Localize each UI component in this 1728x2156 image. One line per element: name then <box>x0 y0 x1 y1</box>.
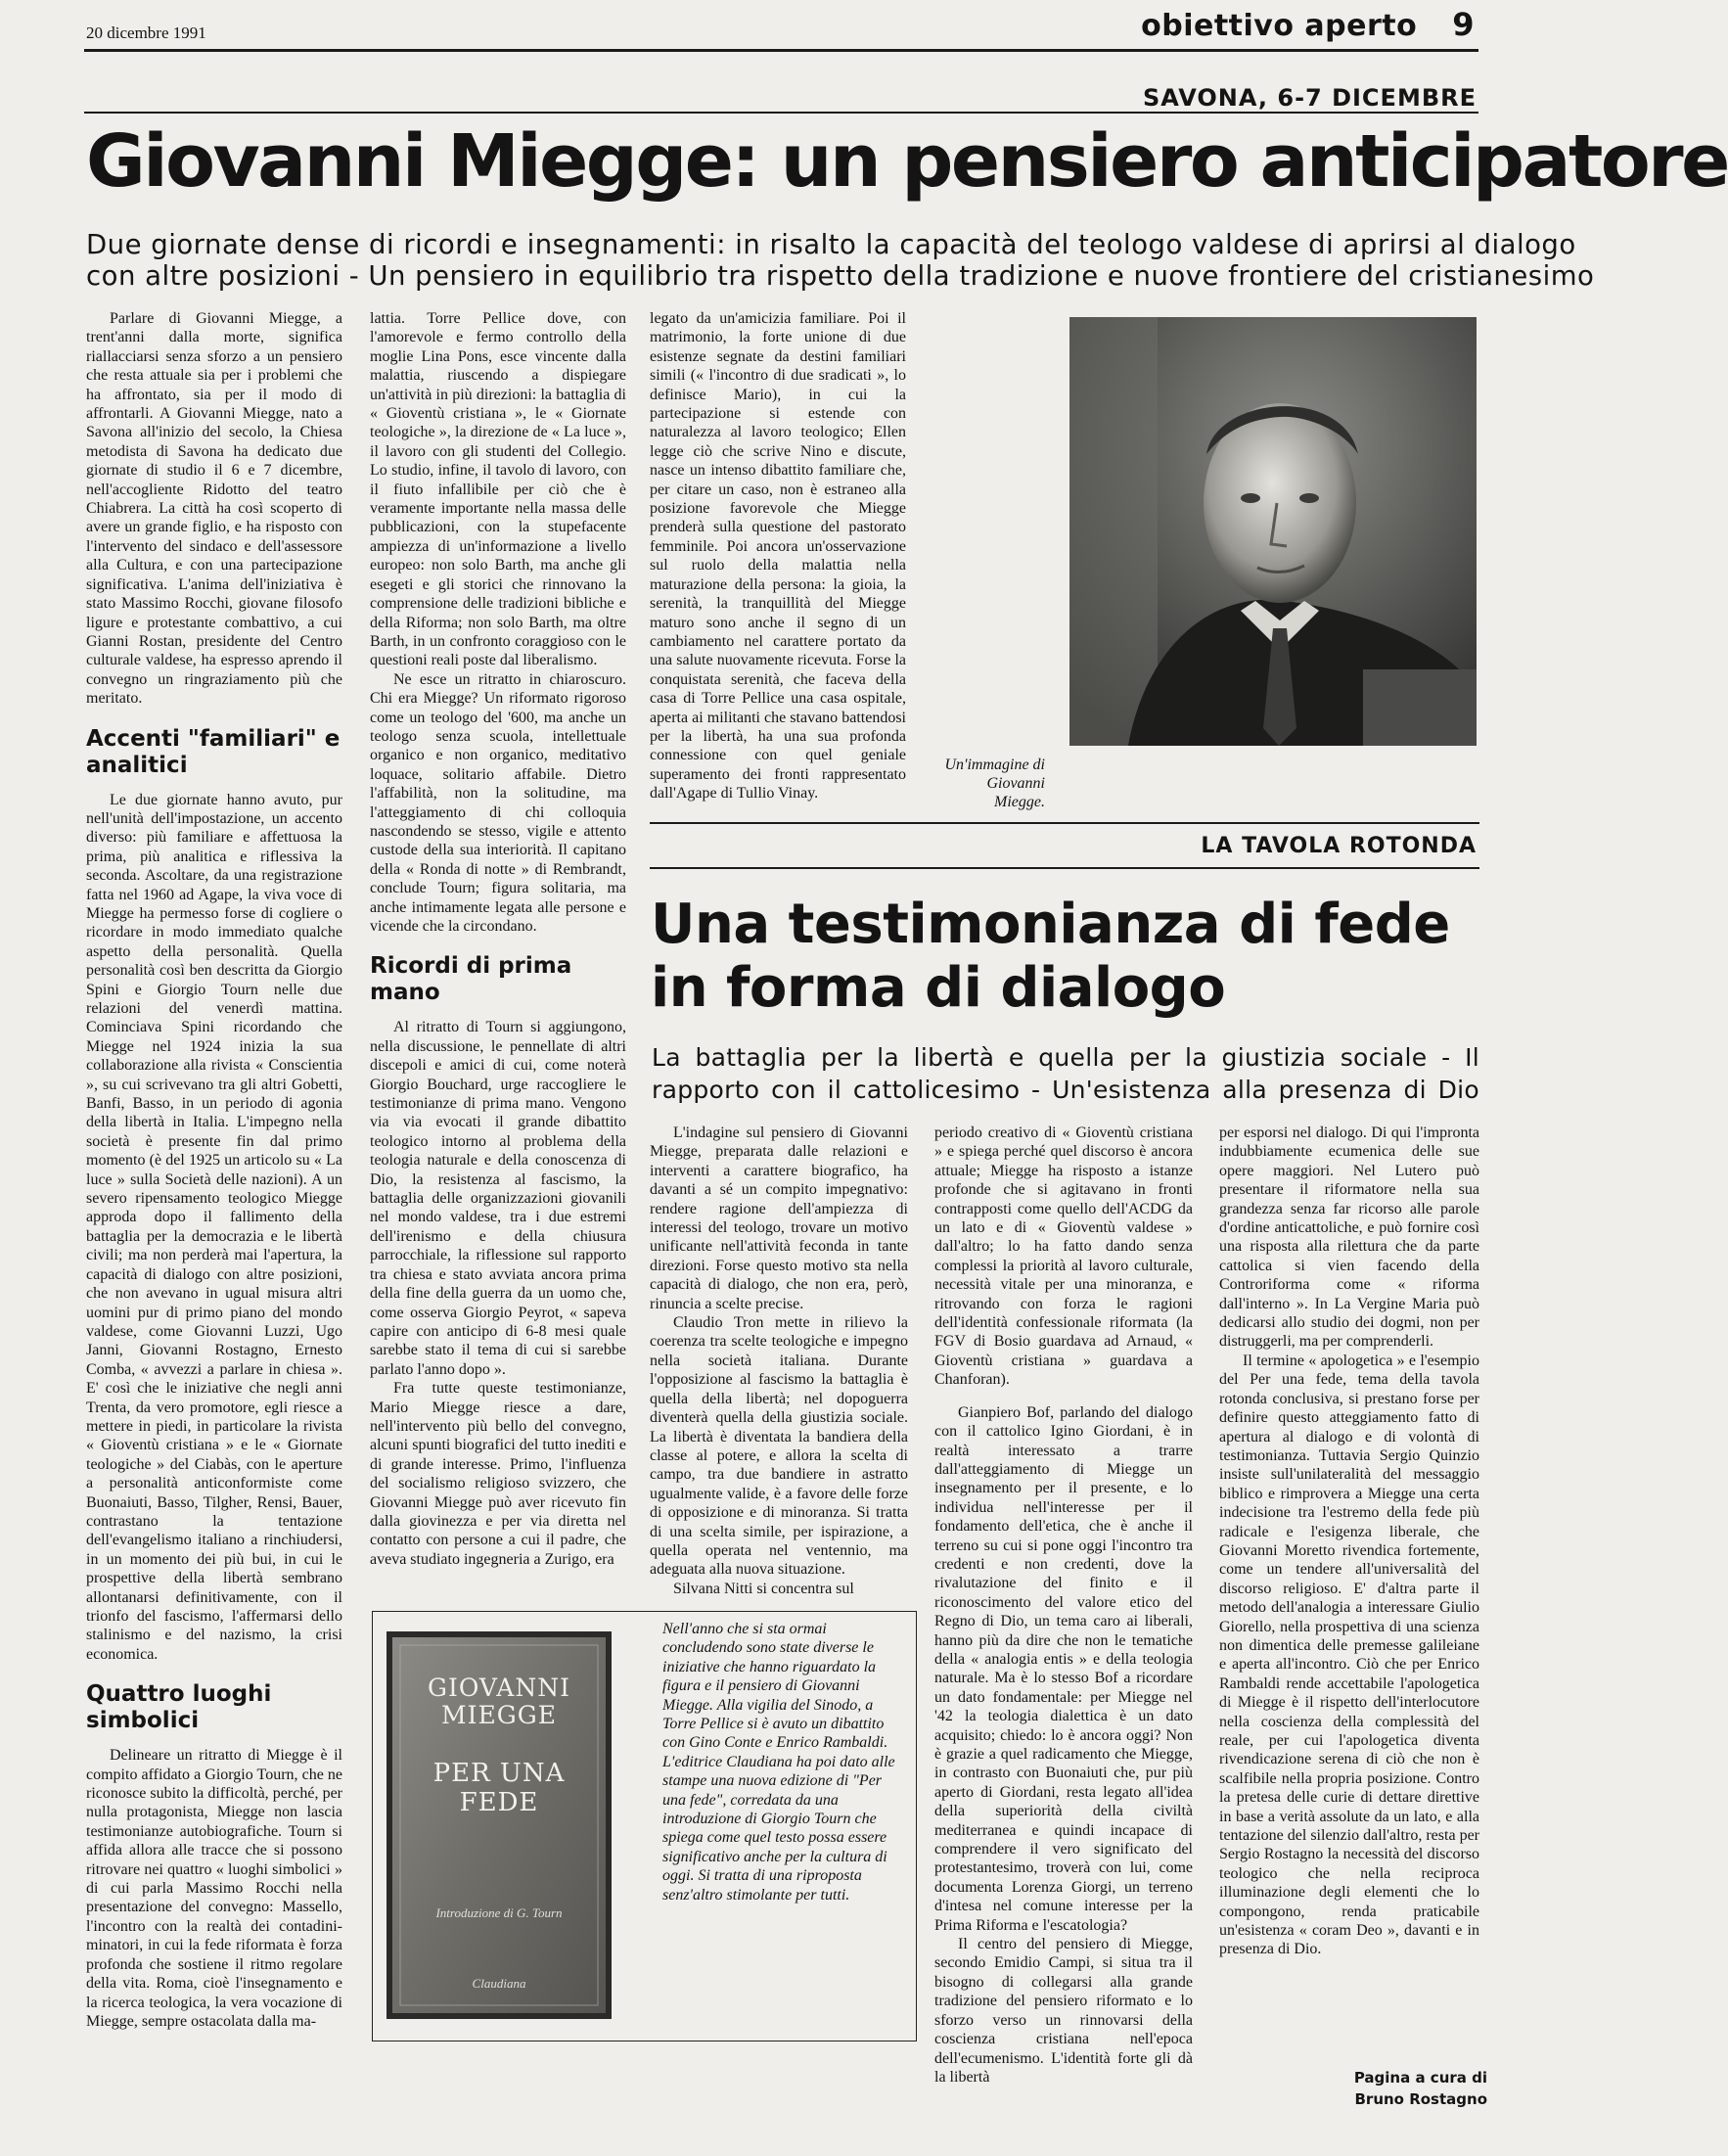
portrait-photo <box>1069 317 1477 746</box>
newspaper-name: obiettivo aperto <box>1141 9 1418 43</box>
second-headline-line-1: Una testimonianza di fede <box>651 893 1450 956</box>
second-headline-line-2: in forma di dialogo <box>651 956 1226 1020</box>
second-cola-para-3: Silvana Nitti si concentra sul <box>673 1580 854 1597</box>
second-column-2 <box>934 1124 1193 2137</box>
subheading-quattro-luoghi: Quattro luoghi simbolici <box>86 1681 272 1734</box>
second-colc-para-1: per esporsi nel dialogo. Di qui l'impronta indubbiamente ecumenica delle sue opere maggiori. Nel Lutero può presentare il riformatore nella sua grandezza senza far ricorso alle parole d'ordine anticattoliche, e può fornire così una risposta alla rilettura che da parte cattolica si vien facendo della Controriforma come « riforma dall'interno ». In La Vergine Maria può dedicarsi allo studio dei dogmi, non per distruggerli, ma per comprenderli. <box>1219 1124 1479 1351</box>
main-col2-para-1: lattia. Torre Pellice dove, con l'amorevole e fermo controllo della moglie Lina Pons, esce vincente dalla malattia, riuscendo a dispiegare un'attività in più direzioni: la battaglia di « Gioventù cristiana », le « Giornate teologiche », la direzione de « La luce », il lavoro con gli studenti del Collegio. Lo studio, infine, il tavolo di lavoro, con il fiuto infallibile per ciò che è veramente importante nella massa delle pubblicazioni, con la stupefacente ampiezza di un'informazione a livello europeo: non solo Barth, ma anche gli esegeti e gli storici che rinnovano la comprensione delle tradizioni bibliche e della Riforma; non solo Barth, ma oltre Barth, in un confronto coraggioso con le questioni reali poste dal liberalismo. <box>370 310 626 669</box>
main-column-3 <box>650 309 906 808</box>
subheading-ricordi: Ricordi di prima mano <box>370 953 572 1006</box>
kicker-rule <box>84 112 1478 114</box>
main-column-1 <box>86 309 342 2135</box>
cover-author <box>387 1674 612 1729</box>
section-rule <box>650 822 1479 824</box>
main-col2-para-2: Ne esce un ritratto in chiaroscuro. Chi era Miegge? Un riformato rigoroso come un teologo del '600, ma anche un teologo senza scuola, intellettuale organico e non organico, meditativo loquace, solitario affabile. Dietro l'affabilità, non la solitudine, ma l'atteggiamento di chi colloquia nascondendo se stesso, vigile e attento custode della sua interiorità. Il capitano della « Ronda di notte » di Rembrandt, conclude Tourn; figura solitaria, ma anche intimamente legata alle persone e vicende che la circondano. <box>370 670 626 935</box>
main-col1-para-2: Le due giornate hanno avuto, pur nell'unità dell'impostazione, un accento diverso: più familiare e affettuosa la prima, più analitica e riflessiva la seconda. Ascoltare, da una registrazione fatta nel 1960 ad Agape, la viva voce di Miegge ha permesso forse di cogliere o ricordare in modo immediato qualche aspetto della personalità. Quella personalità così ben descritta da Giorgio Spini e Giorgio Tourn nelle due relazioni del venerdì mattina. Cominciava Spini ricordando che Miegge nel 1924 inizia la sua collaborazione alla rivista « Conscientia », su cui scrivevano tra gli altri Gobetti, Banfi, Basso, in un periodo di agonia della libertà in Italia. L'impegno nella società è presente fin dal primo momento (è del 1925 un articolo su « La luce » sulla Società delle nazioni). A un severo ripensamento teologico Miegge approda dopo il fallimento della battaglia per la democrazia e le libertà civili; ma non perderà mai l'apertura, la capacità di dialogo con altre posizioni, che non avevano in ugual misura altri uomini pur di primo piano del mondo valdese, come Giovanni Luzzi, Ugo Janni, Giovanni Rostagno, Ernesto Comba, « avvezzi a parlare in chiesa ». E' così che le iniziative che negli anni Trenta, da vero promotore, egli riesce a mettere in piedi, in particolare la rivista « Gioventù cristiana » e le « Giornate teologiche » del Ciabàs, con le aperture a personalità anticonformiste come Buonaiuti, Basso, Tilgher, Rensi, Bauer, contrastano la tentazione dell'evangelismo italiano a rinchiudersi, in un momento dei più bui, in cui le prospettive della libertà sembrano allontanarsi definitivamente, con il trionfo del fascismo, l'affermarsi dello stalinismo e del nazismo, la crisi economica. <box>86 791 342 1663</box>
main-column-2 <box>370 309 626 1611</box>
second-kicker-rule <box>650 867 1479 869</box>
portrait-illustration <box>1069 317 1477 746</box>
main-col1-para-1: Parlare di Giovanni Miegge, a trent'anni dalla morte, significa riallacciarsi senza sforzo a un pensiero che resta attuale sia per i problemi che ha affrontato, sia per il modo di affrontarli. A Giovanni Miegge, nato a Savona all'inizio del secolo, la Chiesa metodista di Savona ha dedicato due giornate di studio il 6 e 7 dicembre, nell'accogliente Ridotto del teatro Chiabrera. La città ha così scoperto di avere un grande figlio, e ha risposto con l'intervento del sindaco e dell'assessore alla Cultura, e con una partecipazione significativa. L'anima dell'iniziativa è stato Massimo Rocchi, giovane filosofo ligure e protestante combattivo, a cui Gianni Rostan, presidente del Centro culturale valdese, ha espresso aprendo il convegno un ringraziamento più che meritato. <box>86 310 342 708</box>
second-kicker: LA TAVOLA ROTONDA <box>1201 834 1477 858</box>
second-headline <box>651 893 1492 1020</box>
issue-date: 20 dicembre 1991 <box>86 23 206 42</box>
credit-line-2: Bruno Rostagno <box>1354 2090 1487 2108</box>
second-colc-para-2: Il termine « apologetica » e l'esempio del Per una fede, tema della tavola rotonda conclusiva, si prestano forse per definire questo atteggiamento fatto di apertura al dialogo e di volontà di testimonianza. Tuttavia Sergio Quinzio insiste sull'unilateralità del messaggio biblico e rimprovera a Miegge una certa indecisione tra l'estremo della fede più radicale e l'esigenza liberale, che Giovanni Moretto rivendica fortemente, come un tendere all'universalità del discorso religioso. E' d'altra parte il metodo dell'analogia a interessare Giulio Giorello, nella prospettiva di una scienza non dimentica delle premesse galileiane e aperta all'incontro. Ciò che per Enrico Rambaldi rende accettabile l'apologetica di Miegge è il rispetto dell'interlocutore nella coscienza della complessità del reale, per cui l'apologetica diventa rivendicazione serena di ciò che non è scalfibile nella propria posizione. Contro la pretesa delle curie di dettare direttive in base a verità assolute da un lato, e alla tentazione del silenzio dall'altro, resta per Sergio Rostagno la necessità del discorso teologico che nella reciproca illuminazione degli elementi che lo compongono, renda praticabile un'esistenza « coram Deo », davanti e in presenza di Dio. <box>1219 1352 1479 1958</box>
main-headline: Giovanni Miegge: un pensiero anticipatore <box>86 119 1728 204</box>
second-colb-para-1: periodo creativo di « Gioventù cristiana » e spiega perché quel discorso è ancora attuale; Miegge ha risposto a istanze profonde che si agitavano in fronti contrapposti come quello dell'ACDG da un lato e di « Gioventù valdese » dall'altro; lo ha fatto dando senza complessi la priorità al lavoro culturale, necessità vitale per una minoranza, e ritrovando con forza le ragioni dell'identità confessionale riformata (la FGV di Bosio guardava ad Arnaud, « Gioventù cristiana » guardava a Chanforan). <box>934 1124 1193 1389</box>
cover-title-line-2: FEDE <box>459 1788 539 1817</box>
second-cola-para-1: L'indagine sul pensiero di Giovanni Miegge, preparata dalle relazioni e interventi a carattere biografico, ha davanti a sé un compito impegnativo: rendere ragione dell'ampiezza di interessi del teologo, trovare un motivo unificante nell'attività feconda in tante direzioni. Forse questo motivo sta nella capacità di dialogo, che non era, però, rinuncia a scelte precise. <box>650 1124 908 1312</box>
second-subtitle: La battaglia per la libertà e quella per la giustizia sociale - Il rapporto con il cattolicesimo - Un'esistenza alla presenza di Dio <box>652 1043 1479 1104</box>
cover-author-line-2: MIEGGE <box>441 1701 557 1729</box>
newspaper-header <box>1141 6 1475 43</box>
page-credit <box>1311 2067 1487 2110</box>
cover-title-line-1: PER UNA <box>432 1759 566 1788</box>
cover-publisher: Claudiana <box>472 1976 526 1991</box>
book-cover <box>387 1631 612 2019</box>
second-cola-para-2: Claudio Tron mette in rilievo la coerenza tra scelte teologiche e impegno nella società italiana. Durante l'opposizione al fascismo la battaglia è quella della libertà; nel dopoguerra diventerà quella della giustizia sociale. La libertà è diventata la bandiera della classe al potere, e allora la scelta di campo, tra due bandiere in astratto ugualmente valide, è a favore delle forze di opposizione e di minoranza. Si tratta di una scelta simile, per ispirazione, a quella operata nel ventennio, ma adeguata alla nuova situazione. <box>650 1314 908 1579</box>
main-subtitle-line-2: con altre posizioni - Un pensiero in equilibrio tra rispetto della tradizione e nuove frontiere del cristianesimo <box>86 260 1595 292</box>
photo-caption: Un'immagine di Giovanni Miegge. <box>944 757 1045 810</box>
main-kicker: SAVONA, 6-7 DICEMBRE <box>1143 84 1477 112</box>
main-subtitle-line-1: Due giornate dense di ricordi e insegnamenti: in risalto la capacità del teologo valdese di aprirsi al dialogo <box>86 229 1576 260</box>
main-col2-para-4: Fra tutte queste testimonianze, Mario Miegge riesce a dare, nell'intervento più bello del convegno, alcuni spunti biografici del tutto inediti e di grande interesse. Primo, l'influenza del socialismo religioso svizzero, che Giovanni Miegge può aver ricevuto fin dalla giovinezza e per via diretta nel contatto con persone a cui il padre, che aveva studiato ingegneria a Zurigo, era <box>370 1380 626 1568</box>
subheading-accenti: Accenti "familiari" e analitici <box>86 725 341 778</box>
book-box-text: Nell'anno che si sta ormai concludendo sono state diverse le iniziative che hanno riguardato la figura e il pensiero di Giovanni Miegge. Alla vigilia del Sinodo, a Torre Pellice si è avuto un dibattito con Gino Conte e Enrico Rambaldi. L'editrice Claudiana ha poi dato alle stampe una nuova edizione di "Per una fede", corredata da una introduzione di Giorgio Tourn che spiega come quel testo possa essere significativo anche per la cultura di oggi. Si tratta di una riproposta senz'altro stimolante per tutti. <box>662 1621 895 1904</box>
main-col1-para-3: Delineare un ritratto di Miegge è il compito affidato a Giorgio Tourn, che ne riconosce subito la difficoltà, perché, per nulla protagonista, Miegge non lascia testimonianze autobiografiche. Tourn si affida allora alle tracce che si possono ritrovare nei quattro « luoghi simbolici » di cui parla Massimo Rocchi nella presentazione del convegno: Massello, l'incontro con la realtà dei contadini-minatori, in cui la fede riformata è forza profonda che sostiene il ritmo regolare della vita. Roma, cioè l'insegnamento e la ricerca teologica, la vera vocazione di Miegge, sempre ostacolata dalla ma- <box>86 1747 342 2030</box>
second-colb-para-3: Il centro del pensiero di Miegge, secondo Emidio Campi, si situa tra il bisogno di collegarsi alla grande tradizione del pensiero riformato e lo sforzo verso un rinnovarsi della coscienza cristiana nell'epoca dell'ecumenismo. L'identità forte gli dà la libertà <box>934 1936 1193 2086</box>
masthead-rule <box>84 49 1478 52</box>
second-column-3 <box>1219 1124 1479 2043</box>
book-box <box>372 1611 917 2041</box>
page-number: 9 <box>1452 6 1475 43</box>
main-col2-para-3: Al ritratto di Tourn si aggiungono, nella discussione, le pennellate di altri discepoli e amici di cui, come noterà Giorgio Bouchard, urge raccogliere le testimonianze di prima mano. Vengono via via evocati il grande dibattito teologico intorno al problema della teologia naturale e della conoscenza di Dio, la resistenza al fascismo, la battaglia delle organizzazioni giovanili nel mondo valdese, tra i due estremi dell'irenismo e della chiusura parrocchiale, la riflessione sul rapporto tra chiesa e stato avviata ancora prima della fine della guerra da un uomo che, come osserva Giorgio Peyrot, « sapeva capire con anticipo di 6-8 mesi quale sarebbe stato il tema di cui si sarebbe parlato l'anno dopo ». <box>370 1019 626 1378</box>
cover-title <box>387 1759 612 1817</box>
cover-intro: Introduzione di G. Tourn <box>435 1905 563 1920</box>
second-column-1 <box>650 1124 908 1597</box>
credit-line-1: Pagina a cura di <box>1353 2069 1487 2087</box>
cover-author-line-1: GIOVANNI <box>428 1674 570 1702</box>
main-col3-para-1: legato da un'amicizia familiare. Poi il matrimonio, la forte unione di due esistenze segnate da destini familiari simili (« l'incontro di due sradicati », lo definisce Mario), in cui la partecipazione si estende con naturalezza al lavoro teologico; Ellen legge ciò che scrive Nino e discute, nasce un intenso dibattito familiare che, per citare un caso, non è estraneo alla posizione favorevole che Miegge prenderà sulla questione del pastorato femminile. Poi ancora un'osservazione sul ruolo della malattia nella maturazione della persona: la gioia, la serenità, la tranquillità del Miegge maturo sono anche il segno di un cambiamento nel carattere portato da una salute nuovamente ricevuta. Forse la conquistata serenità, che faceva della casa di Torre Pellice una casa ospitale, aperta ai militanti che stavano battendosi per la libertà, ha una sua profonda connessione con quel geniale superamento dei fronti rappresentato dall'Agape di Tullio Vinay. <box>650 310 906 803</box>
second-colb-para-2: Gianpiero Bof, parlando del dialogo con il cattolico Igino Giordani, è in realtà interessato a trarre dall'atteggiamento di Miegge un insegnamento per il presente, e lo individua nell'interesse per il fondamento dell'etica, che è anche il terreno su cui si pone oggi l'incontro tra credenti e non credenti, dove la rivalutazione del finito e il riconoscimento del valore etico del Regno di Dio, un tema caro ai liberali, hanno più da dire che non le tematiche della « analogia entis » e della teologia naturale. Ma è lo stesso Bof a ricordare un dato fondamentale: per Miegge nel '42 la teologia dialettica è un dato acquisito; chiedo: lo è ancora oggi? Non è grazie a quel radicamento che Miegge, in contrasto con Buonaiuti che, pur più aperto di Giordani, resta legato all'idea della superiorità della civiltà mediterranea e quindi incapace di comprendere il vero significato del protestantesimo, troverà con lui, come documenta Lorenza Giorgi, un terreno d'intesa nel comune interesse per la Prima Riforma e l'escatologia? <box>934 1403 1193 1934</box>
